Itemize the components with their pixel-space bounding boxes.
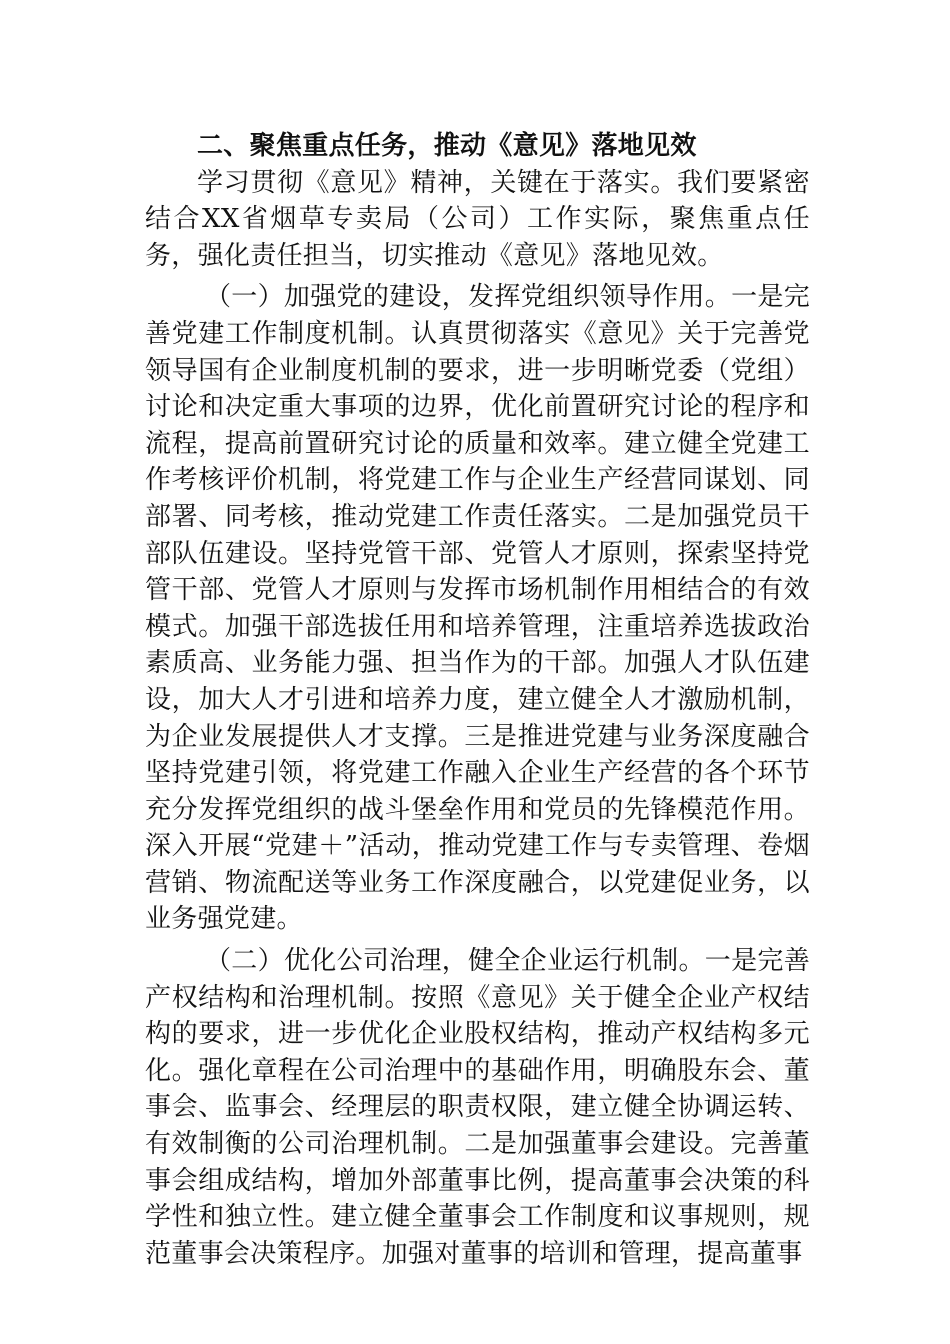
paragraph-party-building: （一）加强党的建设，发挥党组织领导作用。一是完善党建工作制度机制。认真贯彻落实《意见》关于完善党领导国有企业制度机制的要求，进一步明晰党委（党组）讨论和决定重大事项的边界，优化前置研究讨论的程序和流程，提高前置研究讨论的质量和效率。建立健全党建工作考核评价机制，将党建工作与企业生产经营同谋划、同部署、同考核，推动党建工作责任落实。二是加强党员干部队伍建设。坚持党管干部、党管人才原则，探索坚持党管干部、党管人才原则与发挥市场机制作用相结合的有效模式。加强干部选拔任用和培养管理，注重培养选拔政治素质高、业务能力强、担当作为的干部。加强人才队伍建设，加大人才引进和培养力度，建立健全人才激励机制，为企业发展提供人才支撑。三是推进党建与业务深度融合坚持党建引领，将党建工作融入企业生产经营的各个环节充分发挥党组织的战斗堡垒作用和党员的先锋模范作用。深入开展“党建＋”活动，推动党建工作与专卖管理、卷烟营销、物流配送等业务工作深度融合，以党建促业务，以业务强党建。	[145, 282, 810, 935]
section-heading: 二、聚焦重点任务，推动《意见》落地见效	[197, 131, 697, 161]
document-body	[145, 128, 810, 1272]
paragraph-corporate-governance: （二）优化公司治理，健全企业运行机制。一是完善产权结构和治理机制。按照《意见》关于健全企业产权结构的要求，进一步优化企业股权结构，推动产权结构多元化。强化章程在公司治理中的基础作用，明确股东会、董事会、监事会、经理层的职责权限，建立健全协调运转、有效制衡的公司治理机制。二是加强董事会建设。完善董事会组成结构，增加外部董事比例，提高董事会决策的科学性和独立性。建立健全董事会工作制度和议事规则，规范董事会决策程序。加强对董事的培训和管理，提高董事	[145, 946, 810, 1269]
intro-paragraph: 学习贯彻《意见》精神，关键在于落实。我们要紧密结合XX省烟草专卖局（公司）工作实际，聚焦重点任务，强化责任担当，切实推动《意见》落地见效。	[145, 167, 810, 271]
